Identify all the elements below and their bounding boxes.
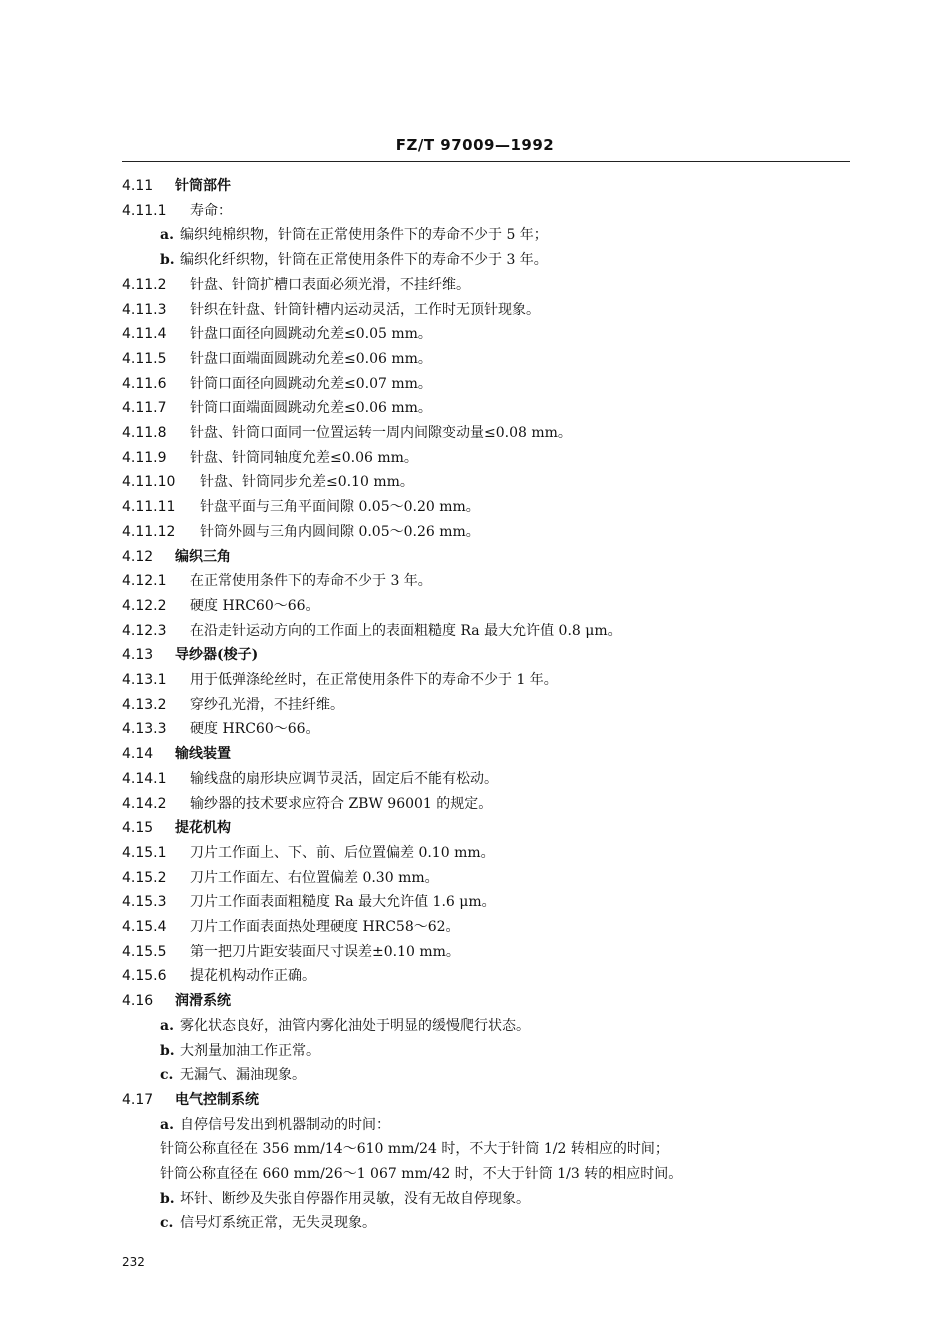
clause-number: 4.11.12 <box>122 523 176 540</box>
section-title: 电气控制系统 <box>175 1091 259 1108</box>
clause-number: 4.11.10 <box>122 474 176 491</box>
clause-number: 4.12.3 <box>122 622 167 639</box>
clause-number: 4.11.11 <box>122 499 176 516</box>
section-title: 针筒部件 <box>175 178 231 194</box>
clause-number: 4.15.2 <box>122 869 167 886</box>
list-item-label: c. <box>160 1067 174 1084</box>
clause-number: 4.14.1 <box>122 770 167 787</box>
clause-number: 4.11.1 <box>122 202 167 219</box>
clause-text: 穿纱孔光滑，不挂纤维。 <box>190 696 344 713</box>
clause-number: 4.13 <box>122 647 154 664</box>
list-item-text: 编织化纤织物，针筒在正常使用条件下的寿命不少于 3 年。 <box>180 252 548 269</box>
clause-text: 输纱器的技术要求应符合 ZBW 96001 的规定。 <box>190 795 493 812</box>
standard-code-header: FZ/T 97009—1992 <box>395 136 555 154</box>
clause-number: 4.11.4 <box>122 326 167 343</box>
section-title: 编织三角 <box>175 548 231 565</box>
clause-text: 提花机构动作正确。 <box>190 968 316 985</box>
list-item-text: 无漏气、漏油现象。 <box>180 1067 306 1084</box>
section-title: 提花机构 <box>175 820 231 837</box>
header-divider <box>122 161 850 162</box>
list-item-text: 信号灯系统正常，无失灵现象。 <box>180 1215 376 1232</box>
list-item-text: 坏针、断纱及失张自停器作用灵敏，没有无故自停现象。 <box>180 1190 530 1207</box>
clause-text: 刀片工作面左、右位置偏差 0.30 mm。 <box>190 869 439 886</box>
clause-number: 4.11.9 <box>122 449 167 466</box>
continuation-text: 针筒公称直径在 356 mm/14～610 mm/24 时，不大于针筒 1/2 转相应的时间； <box>160 1141 669 1158</box>
list-item-text: 自停信号发出到机器制动的时间： <box>180 1116 390 1133</box>
clause-text: 硬度 HRC60～66。 <box>190 721 320 738</box>
list-item-label: a. <box>160 227 174 244</box>
list-item-label: a. <box>160 1017 174 1034</box>
clause-number: 4.15.6 <box>122 968 167 985</box>
clause-number: 4.13.3 <box>122 721 167 738</box>
clause-text: 硬度 HRC60～66。 <box>190 597 320 614</box>
clause-text: 针盘口面径向圆跳动允差≤0.05 mm。 <box>190 326 432 343</box>
list-item-label: c. <box>160 1215 174 1232</box>
clause-text: 针筒口面径向圆跳动允差≤0.07 mm。 <box>190 375 432 392</box>
clause-number: 4.12 <box>122 548 154 565</box>
clause-number: 4.11.6 <box>122 375 167 392</box>
list-item-text: 编织纯棉织物，针筒在正常使用条件下的寿命不少于 5 年； <box>180 227 548 244</box>
list-item-label: a. <box>160 1116 174 1133</box>
clause-text: 在沿走针运动方向的工作面上的表面粗糙度 Ra 最大允许值 0.8 μm。 <box>190 622 622 639</box>
clause-text: 针盘口面端面圆跳动允差≤0.06 mm。 <box>190 350 432 367</box>
section-title: 导纱器(梭子) <box>175 647 259 664</box>
clause-text: 刀片工作面上、下、前、后位置偏差 0.10 mm。 <box>190 844 495 861</box>
list-item-label: b. <box>160 1042 175 1059</box>
clause-text: 针盘、针筒口面同一位置运转一周内间隙变动量≤0.08 mm。 <box>190 425 572 441</box>
clause-number: 4.11.3 <box>122 301 167 318</box>
clause-number: 4.13.1 <box>122 672 167 688</box>
section-title: 输线装置 <box>175 746 231 763</box>
clause-text: 针盘平面与三角平面间隙 0.05～0.20 mm。 <box>200 499 480 516</box>
clause-text: 针盘、针筒扩槽口表面必须光滑，不挂纤维。 <box>190 276 470 293</box>
clause-number: 4.14 <box>122 746 154 763</box>
clause-number: 4.11.7 <box>122 400 167 417</box>
clause-number: 4.16 <box>122 993 154 1010</box>
clause-number: 4.11.5 <box>122 350 167 367</box>
clause-text: 刀片工作面表面热处理硬度 HRC58～62。 <box>190 919 460 935</box>
continuation-text: 针筒公称直径在 660 mm/26～1 067 mm/42 时，不大于针筒 1/3 转的相应时间。 <box>160 1166 683 1182</box>
clause-number: 4.15.3 <box>122 894 167 911</box>
section-title: 润滑系统 <box>175 993 231 1010</box>
clause-text: 针筒口面端面圆跳动允差≤0.06 mm。 <box>190 400 432 417</box>
clause-number: 4.11.2 <box>122 276 167 293</box>
clause-text: 针织在针盘、针筒针槽内运动灵活，工作时无顶针现象。 <box>190 301 540 318</box>
clause-number: 4.12.2 <box>122 597 167 614</box>
clause-text: 用于低弹涤纶丝时，在正常使用条件下的寿命不少于 1 年。 <box>190 672 558 688</box>
clause-text: 刀片工作面表面粗糙度 Ra 最大允许值 1.6 μm。 <box>190 894 496 911</box>
clause-number: 4.15 <box>122 820 154 837</box>
clause-text: 在正常使用条件下的寿命不少于 3 年。 <box>190 573 432 590</box>
clause-text: 针盘、针筒同轴度允差≤0.06 mm。 <box>190 449 418 466</box>
clause-text: 针筒外圆与三角内圆间隙 0.05～0.26 mm。 <box>200 523 480 540</box>
clause-number: 4.13.2 <box>122 696 167 713</box>
clause-number: 4.12.1 <box>122 573 167 590</box>
list-item-text: 雾化状态良好，油管内雾化油处于明显的缓慢爬行状态。 <box>180 1017 530 1034</box>
clause-number: 4.17 <box>122 1091 154 1108</box>
clause-number: 4.11.8 <box>122 425 167 441</box>
page-number: 232 <box>122 1255 145 1269</box>
list-item-label: b. <box>160 1190 175 1207</box>
clause-number: 4.15.4 <box>122 919 167 935</box>
list-item-text: 大剂量加油工作正常。 <box>180 1042 320 1059</box>
clause-number: 4.14.2 <box>122 795 167 812</box>
clause-number: 4.11 <box>122 178 154 194</box>
clause-number: 4.15.1 <box>122 844 167 861</box>
clause-text: 针盘、针筒同步允差≤0.10 mm。 <box>200 474 414 491</box>
list-item-label: b. <box>160 252 175 269</box>
clause-text: 第一把刀片距安装面尺寸误差±0.10 mm。 <box>190 943 460 960</box>
clause-number: 4.15.5 <box>122 943 167 960</box>
clause-text: 输线盘的扇形块应调节灵活，固定后不能有松动。 <box>190 770 498 787</box>
clause-text: 寿命： <box>190 202 232 219</box>
